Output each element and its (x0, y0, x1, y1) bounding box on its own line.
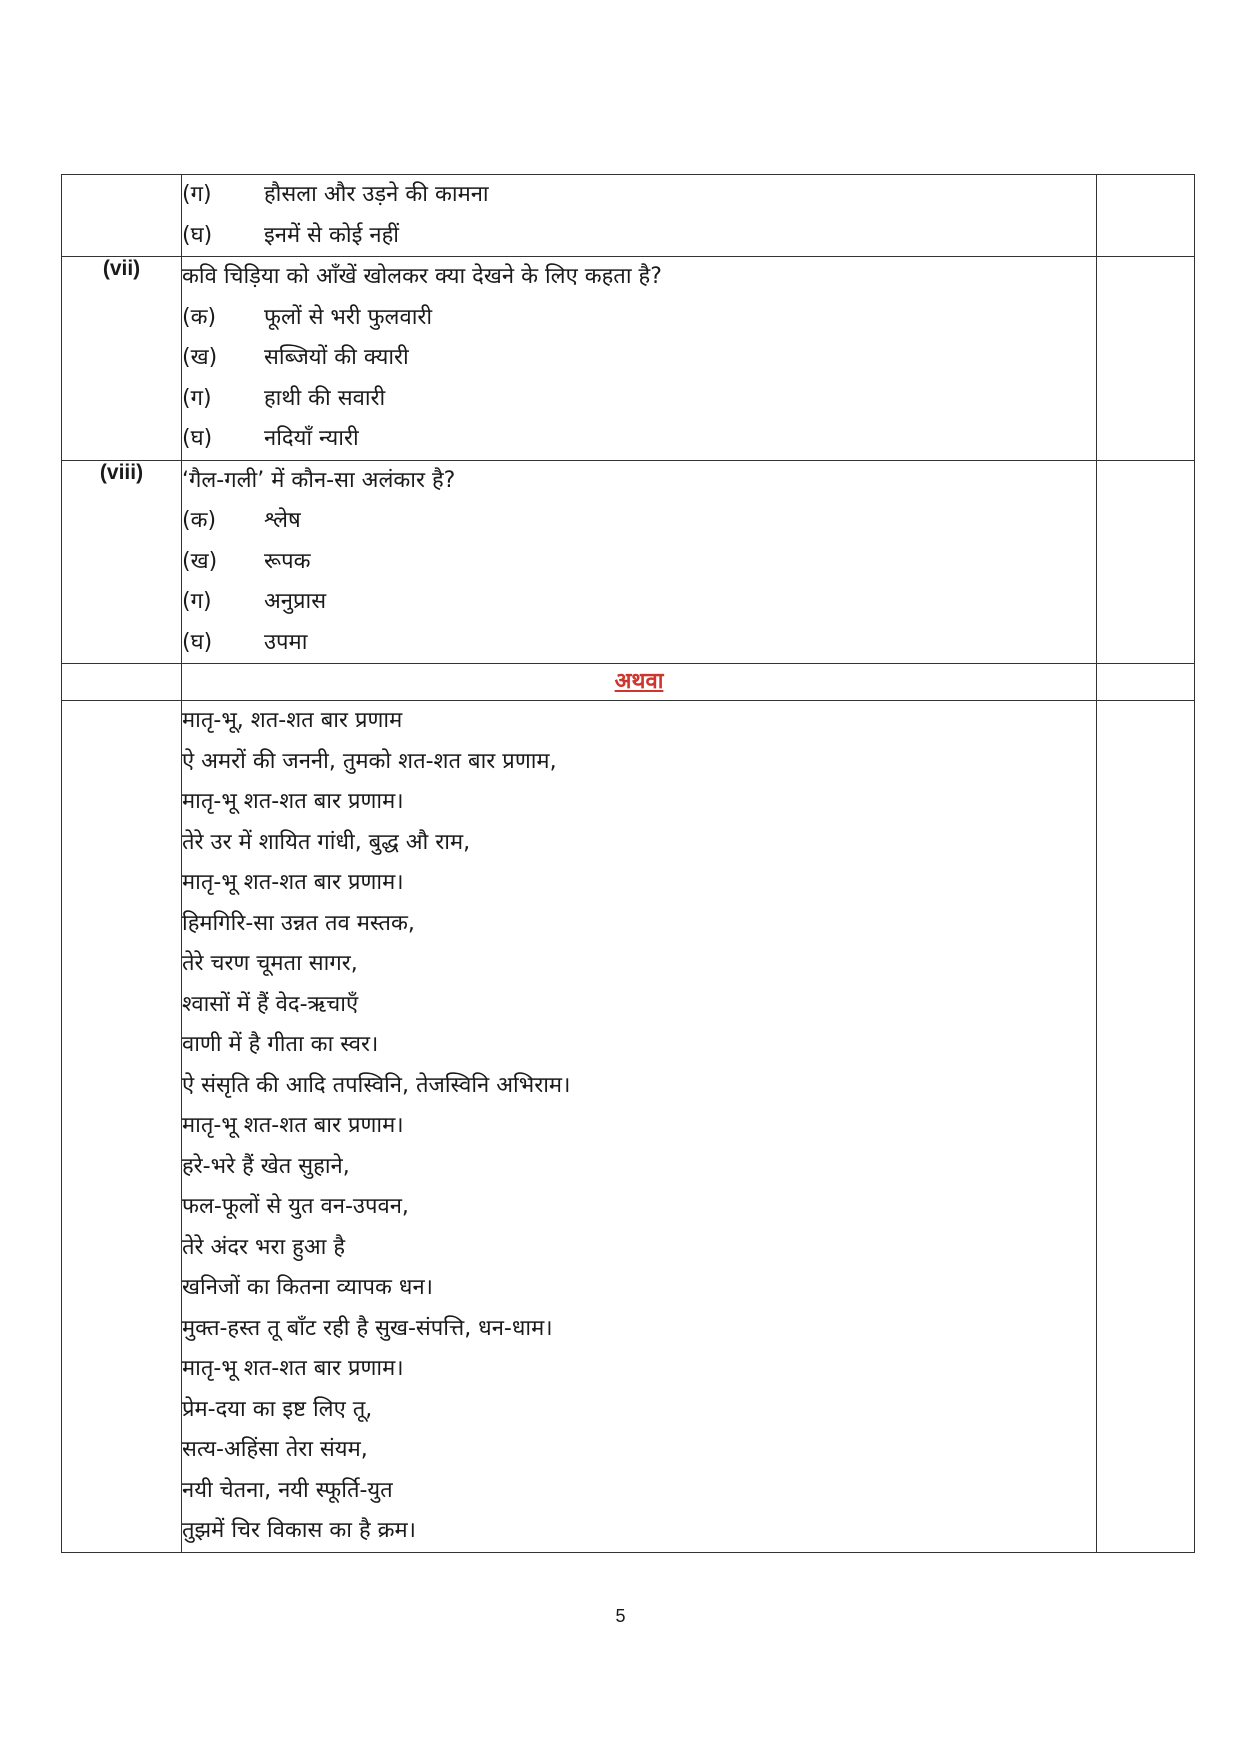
question-number-cell (62, 701, 182, 1553)
or-heading: अथवा (614, 669, 664, 694)
continued-options (182, 175, 1097, 257)
option-label: (क) (182, 508, 217, 533)
option (182, 623, 1096, 664)
option (182, 216, 1096, 257)
option-label: (घ) (182, 426, 213, 451)
poem-line: मातृ-भू शत-शत बार प्रणाम। (182, 1113, 404, 1138)
option (182, 338, 1096, 379)
option-text: फूलों से भरी फुलवारी (264, 304, 433, 330)
option-label: (ग) (182, 182, 212, 207)
option-label: (ख) (182, 548, 218, 574)
or-row (62, 664, 1195, 701)
option-text: रूपक (264, 548, 311, 574)
poem-line: फल-फूलों से युत वन-उपवन, (182, 1194, 409, 1219)
question-text: कवि चिड़िया को आँखें खोलकर क्या देखने के लिए कहता है? (182, 264, 662, 289)
poem-passage (182, 701, 1097, 1553)
poem-line: मातृ-भू शत-शत बार प्रणाम। (182, 789, 404, 814)
poem-line: वाणी में है गीता का स्वर। (182, 1032, 379, 1057)
question-body (182, 460, 1097, 664)
question-text: ‘गैल-गली’ में कौन-सा अलंकार है? (182, 467, 456, 493)
page-number: 5 (615, 1606, 626, 1626)
option-text: उपमा (264, 629, 308, 655)
marks-cell (1097, 460, 1195, 664)
option-text: श्लेष (264, 508, 301, 533)
poem-line: हिमगिरि-सा उन्नत तव मस्तक, (182, 910, 415, 936)
question-number: (viii) (62, 460, 182, 664)
option-text: नदियाँ न्यारी (264, 426, 359, 451)
option (182, 175, 1096, 216)
poem-line: मुक्त-हस्त तू बाँट रही है सुख-संपत्ति, धन-धाम। (182, 1315, 553, 1341)
option-label: (घ) (182, 629, 213, 655)
question-row-vii (62, 257, 1195, 461)
option (182, 419, 1096, 460)
poem-line: तेरे चरण चूमता सागर, (182, 951, 358, 976)
poem-line: मातृ-भू शत-शत बार प्रणाम। (182, 870, 404, 895)
marks-cell (1097, 257, 1195, 461)
option (182, 582, 1096, 623)
marks-cell (1097, 701, 1195, 1553)
poem-line: तेरे उर में शायित गांधी, बुद्ध औ राम, (182, 829, 471, 855)
poem-line: मातृ-भू, शत-शत बार प्रणाम (182, 708, 403, 733)
poem-line: प्रेम-दया का इष्ट लिए तू, (182, 1396, 373, 1422)
marks-cell (1097, 664, 1195, 701)
question-table (61, 174, 1195, 1553)
poem-line: श्वासों में हैं वेद-ऋचाएँ (182, 991, 359, 1017)
question-number-cell (62, 175, 182, 257)
continued-options-row (62, 175, 1195, 257)
question-row-viii (62, 460, 1195, 664)
poem-line: सत्य-अहिंसा तेरा संयम, (182, 1437, 368, 1462)
question-number: (vii) (62, 257, 182, 461)
option-label: (क) (182, 304, 217, 330)
option-text: हाथी की सवारी (264, 385, 386, 411)
poem-line: हरे-भरे हैं खेत सुहाने, (182, 1153, 350, 1179)
option-label: (ग) (182, 589, 212, 614)
question-body (182, 257, 1097, 461)
poem-row (62, 701, 1195, 1553)
option-text: सब्जियों की क्यारी (264, 345, 409, 370)
option-text: हौसला और उड़ने की कामना (264, 182, 489, 207)
option (182, 379, 1096, 420)
poem-line: तुझमें चिर विकास का है क्रम। (182, 1518, 417, 1543)
option (182, 501, 1096, 542)
question-number-cell (62, 664, 182, 701)
option (182, 542, 1096, 583)
option-label: (ख) (182, 345, 218, 370)
option-text: इनमें से कोई नहीं (264, 222, 400, 248)
option-text: अनुप्रास (264, 589, 327, 614)
or-cell (182, 664, 1097, 701)
poem-line: खनिजों का कितना व्यापक धन। (182, 1275, 433, 1300)
option (182, 298, 1096, 339)
option-label: (ग) (182, 385, 212, 411)
poem-line: ऐ अमरों की जननी, तुमको शत-शत बार प्रणाम, (182, 748, 557, 774)
poem-line: नयी चेतना, नयी स्फूर्ति-युत (182, 1477, 393, 1503)
poem-line: ऐ संसृति की आदि तपस्विनि, तेजस्विनि अभिराम। (182, 1072, 571, 1098)
marks-cell (1097, 175, 1195, 257)
option-label: (घ) (182, 222, 213, 248)
poem-line: मातृ-भू शत-शत बार प्रणाम। (182, 1356, 404, 1381)
poem-line: तेरे अंदर भरा हुआ है (182, 1234, 346, 1260)
